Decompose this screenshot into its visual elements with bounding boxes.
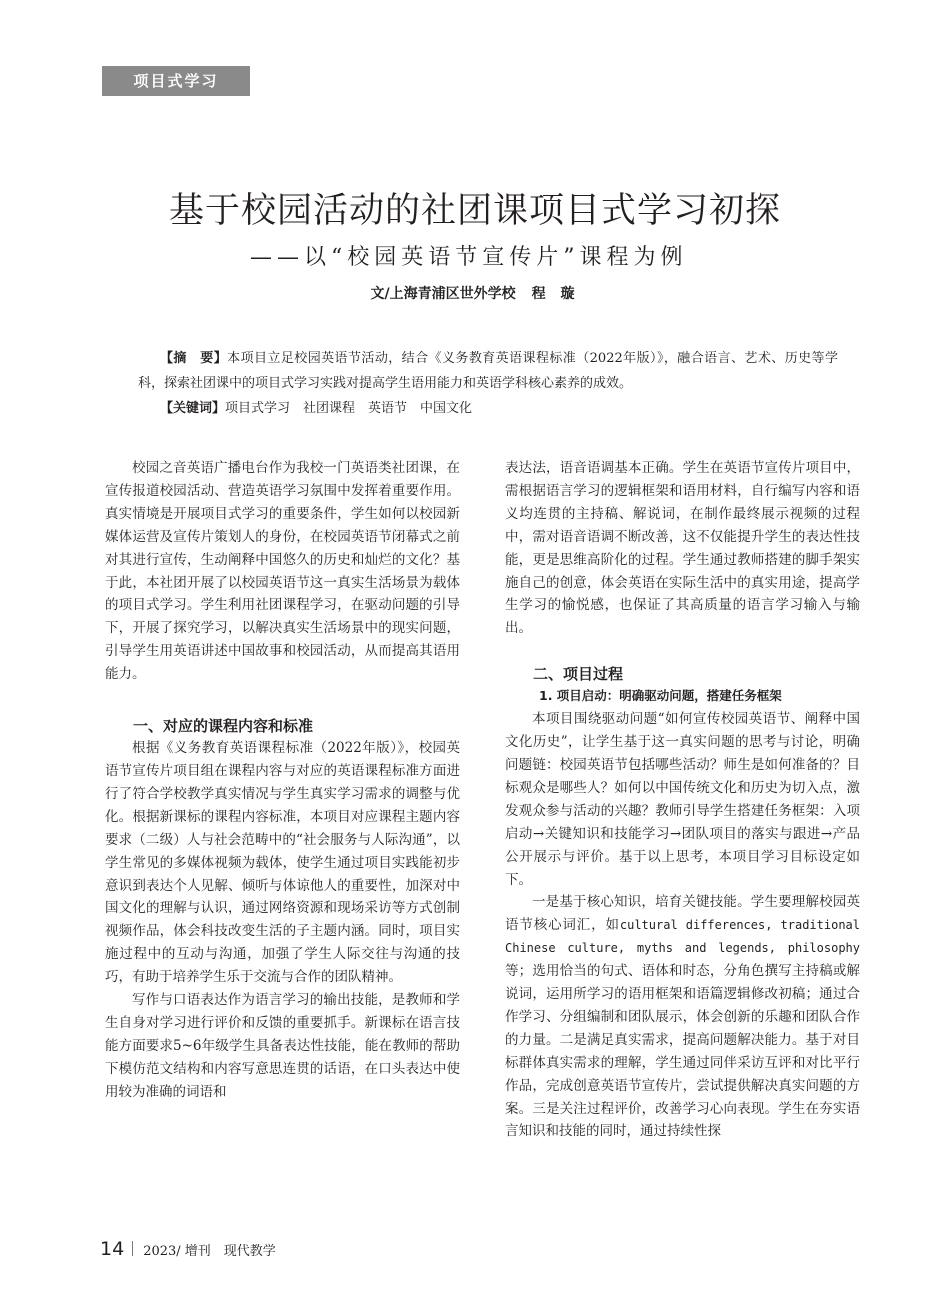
subsection-heading-1: 1. 项目启动：明确驱动问题，搭建任务框架 (539, 688, 782, 704)
body-paragraph: 本项目围绕驱动问题“如何宣传校园英语节、阐释中国文化历史”，让学生基于这一真实问题的思考与讨论，明确问题链：校园英语节包括哪些活动？师生是如何准备的？目标观众是哪些人？如何以中国传统文化和历史为切入点，激发观众参与活动的兴趣？教师引导学生搭建任务框架：入项启动→关键知识和技能学习→团队项目的落实与跟进→产品公开展示与评价。基于以上思考，本项目学习目标设定如下。 (505, 711, 860, 888)
section-tag: 项目式学习 (102, 66, 250, 96)
section-heading-1: 一、对应的课程内容和标准 (133, 717, 314, 736)
keywords-paragraph (138, 396, 838, 421)
body-paragraph (505, 891, 860, 1143)
left-column (105, 457, 460, 1104)
keywords-text: 项目式学习 社团课程 英语节 中国文化 (225, 401, 473, 416)
abstract-label: 【摘 要】 (160, 351, 228, 366)
goal-text-a: 一是基于核心知识，培育关键技能。学生要理解校园英语节核心词汇，如 (505, 894, 860, 934)
footer-divider (132, 1241, 133, 1256)
journal-info: 2023/ 增刊 现代教学 (143, 1244, 276, 1259)
body-paragraph: 根据《义务教育英语课程标准（2022年版）》，校园英语节宣传片项目组在课程内容与对应的英语课程标准方面进行了符合学校教学真实情况与学生真实学习需求的调整与优化。根据新课标的课程内容标准，本项目对应课程主题内容要求（二级）人与社会范畴中的“社会服务与人际沟通”，以学生常见的多媒体视频为载体，使学生通过项目实践能初步意识到表达个人见解、倾听与体谅他人的重要性，加深对中国文化的理解与认识，通过网络资源和现场采访等方式创制视频作品，体会科技改变生活的子主题内涵。同时，项目实施过程中的互动与沟通，加强了学生人际交往与沟通的技巧，有助于培养学生乐于交流与合作的团队精神。 (105, 740, 460, 986)
intro-paragraph: 校园之音英语广播电台作为我校一门英语类社团课，在宣传报道校园活动、营造英语学习氛围中发挥着重要作用。真实情境是开展项目式学习的重要条件，学生如何以校园新媒体运营及宣传片策划人的身份，在校园英语节闭幕式之前对其进行宣传，生动阐释中国悠久的历史和灿烂的文化？基于此，本社团开展了以校园英语节这一真实生活场景为载体的项目式学习。学生利用社团课程学习，在驱动问题的引导下，开展了探究学习，以解决真实生活场景中的现实问题，引导学生用英语讲述中国故事和校园活动，从而提高其语用能力。 (105, 460, 460, 683)
page-number: 14 (100, 1238, 125, 1260)
author-name: 程 璇 (531, 286, 580, 302)
english-vocabulary: cultural differences, traditional Chinese culture, myths and legends, philosophy (505, 918, 861, 956)
abstract-text: 本项目立足校园英语节活动，结合《义务教育英语课程标准（2022年版）》，融合语言、艺术、历史等学科，探索社团课中的项目式学习实践对提高学生语用能力和英语学科核心素养的成效。 (138, 351, 838, 391)
page-footer (100, 1238, 276, 1260)
body-paragraph: 写作与口语表达作为语言学习的输出技能，是教师和学生自身对学习进行评价和反馈的重要抓手。新课标在语言技能方面要求5~6年级学生具备表达性技能，能在教师的帮助下模仿范文结构和内容写意思连贯的话语，在口头表达中使用较为准确的词语和 (105, 992, 460, 1100)
section-heading-2: 二、项目过程 (533, 665, 624, 684)
article-title: 基于校园活动的社团课项目式学习初探 (168, 191, 781, 231)
abstract-paragraph (138, 346, 838, 396)
keywords-label: 【关键词】 (160, 401, 226, 416)
article-subtitle: ——以“校园英语节宣传片”课程为例 (250, 245, 688, 270)
right-column (505, 457, 860, 1143)
abstract-block (138, 346, 838, 421)
author-affiliation: 文/上海青浦区世外学校 (370, 286, 516, 302)
goal-text-b: 等；选用恰当的句式、语体和时态，分角色撰写主持稿或解说词，运用所学习的语用框架和语篇逻辑修改初稿；通过合作学习、分组编制和团队展示，体会创新的乐趣和团队合作的力量。二是满足真实需求，提高问题解决能力。基于对目标群体真实需求的理解，学生通过同伴采访互评和对比平行作品，完成创意英语节宣传片，尝试提供解决真实问题的方案。三是关注过程评价，改善学习心向表现。学生在夯实语言知识和技能的同时，通过持续性探 (505, 963, 860, 1140)
author-line (0, 283, 950, 303)
body-paragraph: 表达法，语音语调基本正确。学生在英语节宣传片项目中，需根据语言学习的逻辑框架和语用材料，自行编写内容和语义均连贯的主持稿、解说词，在制作最终展示视频的过程中，需对语音语调不断改善，这不仅能提升学生的表达性技能，更是思维高阶化的过程。学生通过教师搭建的脚手架实施自己的创意，体会英语在实际生活中的真实用途，提高学生学习的愉悦感，也保证了其高质量的语言学习输入与输出。 (505, 460, 860, 637)
